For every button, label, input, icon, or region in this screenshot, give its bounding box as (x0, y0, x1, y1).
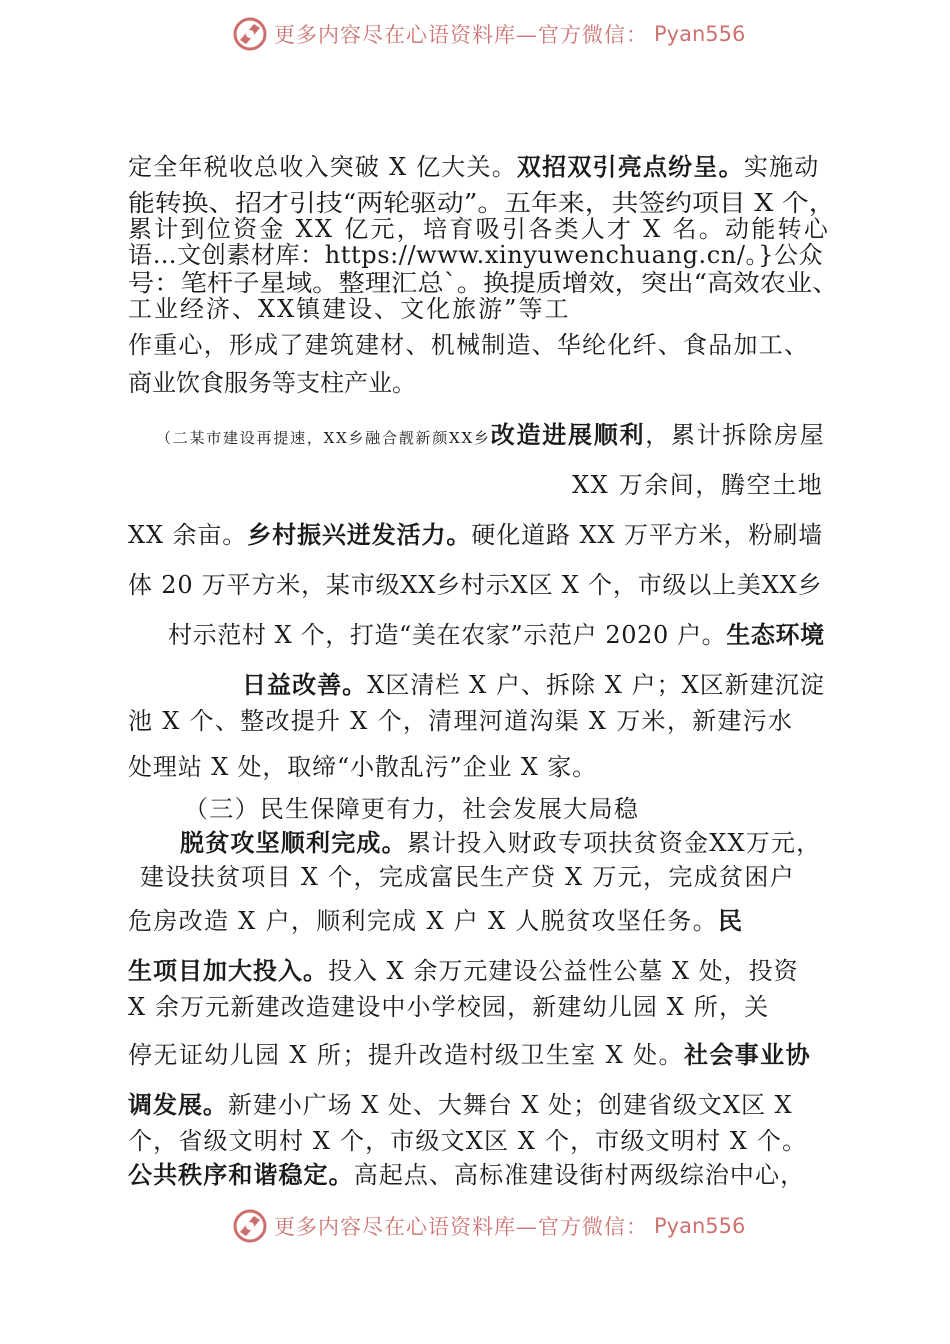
text-run: 村示范村 X 个，打造“美在农家”示范户 2020 户。 (168, 621, 727, 649)
bold-heading-run: 乡村振兴迸发活力。 (247, 521, 472, 549)
bold-heading-run: 公共秩序和谐稳定。 (128, 1161, 354, 1189)
text-line (128, 152, 819, 182)
text-line (128, 706, 793, 736)
text-line (128, 1090, 793, 1120)
text-run: 能转换、招才引技“两轮驱动”。五年来，共签约项目 X 个， (128, 189, 836, 217)
text-run: 新建小广场 X 处、大舞台 X 处；创建省级文X区 X (227, 1091, 793, 1119)
text-run: 高起点、高标准建设街村两级综治中心， (353, 1161, 806, 1189)
text-line (128, 520, 823, 550)
small-text-run: （二某市建设再提速，XX乡融合靓新颜XX乡 (156, 429, 491, 447)
bold-heading-run: 民 (718, 907, 744, 935)
text-run: 停无证幼儿园 X 所；提升改造村级卫生室 X 处。 (128, 1041, 684, 1069)
text-run: 处理站 X 处，取缔“小散乱污”企业 X 家。 (128, 753, 598, 781)
text-run: 投入 X 余万元建设公益性公墓 X 处，投资 (328, 957, 799, 985)
text-run: XX 余亩。 (128, 521, 248, 549)
text-line (128, 294, 570, 324)
text-run: 作重心，形成了建筑建材、机械制造、华纶化纤、食品加工、 (128, 331, 810, 359)
text-line (128, 956, 799, 986)
text-line (128, 992, 769, 1022)
text-run: 号：笔杆子星域。整理汇总`。换提质增效，突出“高效农业、 (128, 269, 839, 297)
text-run: 工业经济、XX镇建设、文化旅游”等工 (128, 295, 571, 323)
watermark-header (232, 16, 745, 52)
bold-heading-run: 改造进展顺利 (490, 421, 646, 449)
text-line (140, 862, 795, 892)
text-line (128, 1160, 805, 1190)
bold-heading-run: 社会事业协 (683, 1041, 811, 1069)
watermark-wechat-id: Pyan556 (654, 22, 746, 46)
text-line (180, 828, 821, 858)
text-run: 语…文创素材库：https://www.xinyuwenchuang.cn/。}公众 (128, 241, 824, 269)
brand-logo-icon (232, 1208, 268, 1244)
text-line (128, 906, 743, 936)
text-run: 个，省级文明村 X 个，市级文X区 X 个，市级文明村 X 个。 (128, 1127, 808, 1155)
text-run: X 余万元新建改造建设中小学校园，新建幼儿园 X 所，关 (128, 993, 770, 1021)
bold-heading-run: 调发展。 (128, 1091, 228, 1119)
watermark-wechat-id: Pyan556 (654, 1214, 746, 1238)
watermark-text: 更多内容尽在心语资料库—官方微信： (274, 23, 648, 47)
text-line (128, 368, 416, 398)
text-line (128, 1040, 811, 1070)
text-run: 累计投入财政专项扶贫资金XX万元， (406, 829, 822, 857)
text-run: （三）民生保障更有力，社会发展大局稳 (184, 795, 640, 823)
text-line (128, 1126, 807, 1156)
text-line (128, 752, 597, 782)
text-line (128, 240, 823, 270)
text-run: 体 20 万平方米，某市级XX乡村示X区 X 个，市级以上美XX乡 (128, 571, 823, 599)
text-run: 定全年税收总收入突破 X 亿大关。 (128, 153, 517, 181)
watermark-text: 更多内容尽在心语资料库—官方微信： (274, 1215, 648, 1239)
text-run: XX 万余间，腾空土地 (572, 471, 824, 499)
brand-logo-icon (232, 16, 268, 52)
text-run: 累计到位资金 XX 亿元，培育吸引各类人才 X 名。动能转心 (128, 215, 831, 243)
text-run: 商业饮食服务等支柱产业。 (128, 369, 416, 397)
text-run: X区清栏 X 户、拆除 X 户；X区新建沉淀 (367, 671, 825, 699)
text-run: ，累计拆除房屋 (645, 421, 826, 449)
text-run: 硬化道路 XX 万平方米，粉刷墙 (471, 521, 824, 549)
bold-heading-run: 生项目加大投入。 (128, 957, 328, 985)
watermark-footer (232, 1208, 745, 1244)
text-line (128, 330, 809, 360)
text-line (572, 470, 823, 500)
text-run: 池 X 个、整改提升 X 个，清理河道沟渠 X 万米，新建污水 (128, 707, 794, 735)
text-run: 实施动 (743, 153, 820, 181)
bold-heading-run: 生态环境 (726, 621, 825, 649)
text-run: 危房改造 X 户，顺利完成 X 户 X 人脱贫攻坚任务。 (128, 907, 718, 935)
text-line (156, 420, 826, 453)
text-line (242, 670, 825, 700)
bold-heading-run: 双招双引亮点纷呈。 (516, 153, 744, 181)
text-line (128, 570, 822, 600)
bold-heading-run: 日益改善。 (242, 671, 368, 699)
text-line (184, 794, 639, 824)
bold-heading-run: 脱贫攻坚顺利完成。 (180, 829, 407, 857)
text-run: 建设扶贫项目 X 个，完成富民生产贷 X 万元，完成贫困户 (140, 863, 795, 891)
text-line (168, 620, 825, 650)
